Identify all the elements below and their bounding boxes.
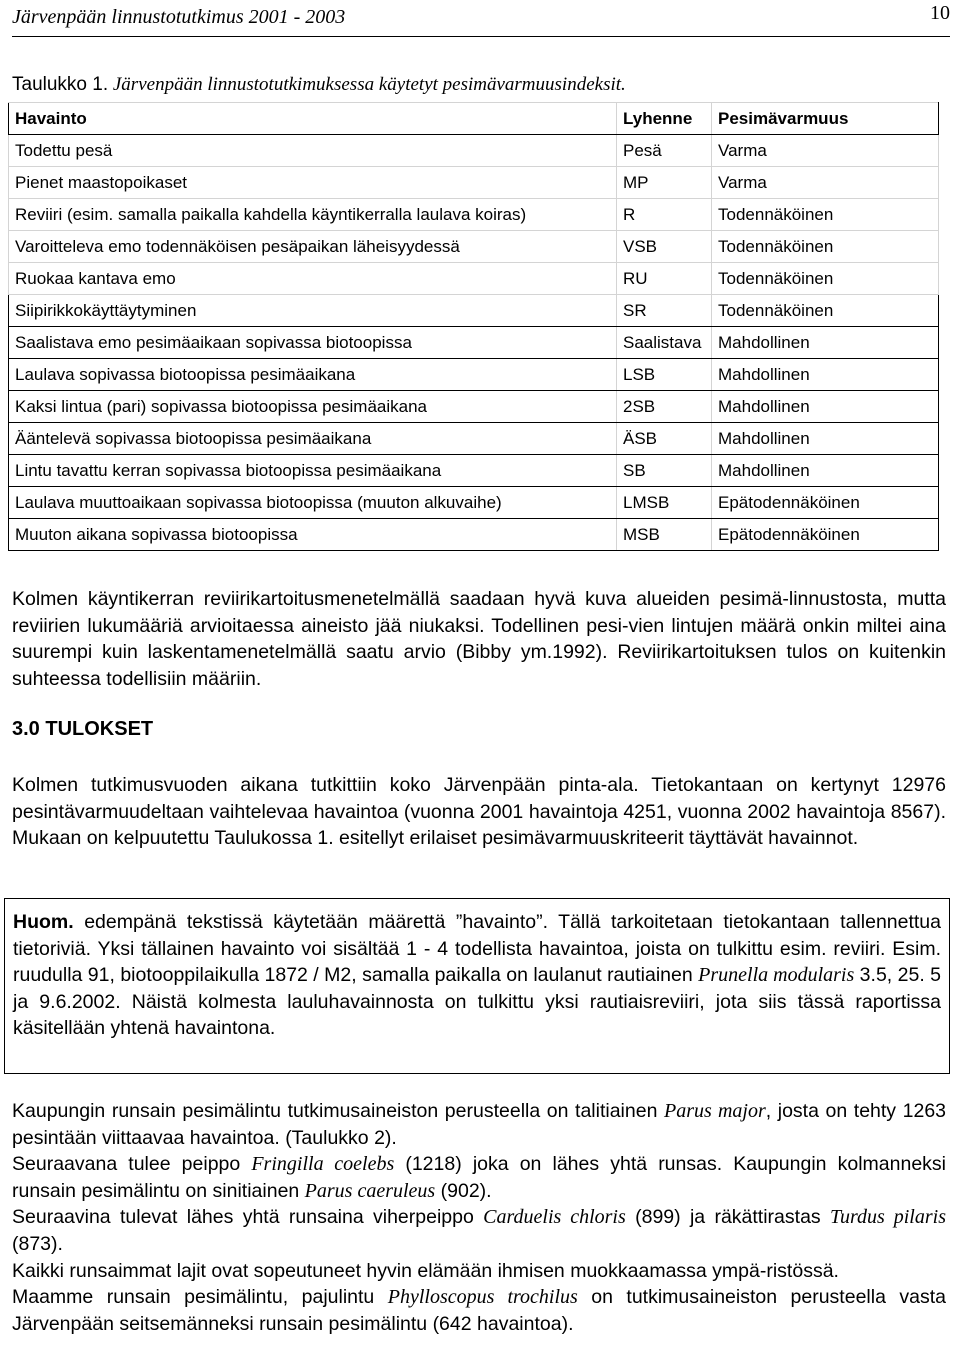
cell-observation: Varoitteleva emo todennäköisen pesäpaikan läheisyydessä: [9, 231, 617, 263]
header-title: Järvenpään linnustotutkimus 2001 - 2003: [12, 6, 346, 28]
note-label: Huom.: [13, 911, 74, 933]
cell-abbreviation: ÄSB: [617, 423, 712, 455]
table-row: [9, 167, 939, 199]
species-name: Turdus pilaris: [830, 1206, 946, 1229]
cell-certainty: Mahdollinen: [712, 359, 939, 391]
table-caption: [12, 74, 626, 96]
species-line-2: [12, 1151, 946, 1204]
cell-observation: Pienet maastopoikaset: [9, 167, 617, 199]
cell-abbreviation: LSB: [617, 359, 712, 391]
cell-certainty: Todennäköinen: [712, 295, 939, 327]
cell-abbreviation: VSB: [617, 231, 712, 263]
text: Seuraavina tulevat lähes yhtä runsaina viherpeippo: [12, 1206, 484, 1229]
species-name: Carduelis chloris: [483, 1206, 626, 1229]
note-text-3: 3.5, 25. 5 ja 9.6.2002. Näistä kolmesta lauluhavainnosta on tulkittu yksi rautiaisreviiri, jota siis tässä raportissa käsitellään yhtenä havaintona.: [13, 964, 941, 1040]
table-header-row: [9, 103, 939, 135]
table-row: [9, 487, 939, 519]
table-row: [9, 135, 939, 167]
cell-certainty: Mahdollinen: [712, 391, 939, 423]
note-quoted: ”havainto: [455, 911, 537, 933]
table-row: [9, 519, 939, 551]
table-row: [9, 295, 939, 327]
cell-observation: Todettu pesä: [9, 135, 617, 167]
cell-observation: Lintu tavattu kerran sopivassa biotoopissa pesimäaikana: [9, 455, 617, 487]
species-name: Parus caeruleus: [304, 1179, 436, 1202]
cell-certainty: Epätodennäköinen: [712, 487, 939, 519]
section-heading: 3.0 TULOKSET: [12, 718, 154, 740]
page-header: [12, 2, 950, 37]
table-row: [9, 263, 939, 295]
cell-abbreviation: SB: [617, 455, 712, 487]
methods-paragraph: Kolmen käyntikerran reviirikartoitusmenetelmällä saadaan hyvä kuva alueiden pesimä-linnustosta, mutta reviirien lukumääriä arvioitaessa aineisto jää niukaksi. Todellinen pesi-vien lintujen määrä onkin miltei aina suurempi kuin laskentamenetelmällä saatu arvio (Bibby ym.1992). Reviirikartoituksen tulos on kuitenkin suhteessa todellisiin määriin.: [12, 588, 946, 690]
table-row: [9, 231, 939, 263]
cell-observation: Ruokaa kantava emo: [9, 263, 617, 295]
cell-certainty: Todennäköinen: [712, 199, 939, 231]
cell-abbreviation: LMSB: [617, 487, 712, 519]
table-row: [9, 391, 939, 423]
species-paragraph: [12, 1098, 946, 1337]
text: (873).: [12, 1232, 63, 1255]
note-text-2: ”. Tällä tarkoitetaan tietokantaan tallennettua tietoriviä. Yksi tällainen havainto voi sisältää 1 - 4 todellista havaintoa, joista on tulkittu esim. reviiri. Esim. ruudulla 91, biotooppilaikulla 1872 / M2, samalla paikalla on laulanut rautiainen: [13, 911, 942, 987]
cell-certainty: Mahdollinen: [712, 423, 939, 455]
cell-observation: Laulava muuttoaikaan sopivassa biotoopissa (muuton alkuvaihe): [9, 487, 617, 519]
text: , josta on tehty 1263 pesintään viittaavaa havaintoa. (Taulukko 2).: [12, 1100, 947, 1149]
text: Maamme runsain pesimälintu, pajulintu: [12, 1286, 388, 1309]
cell-certainty: Mahdollinen: [712, 455, 939, 487]
species-name: Parus major: [664, 1100, 766, 1122]
caption-text: Järvenpään linnustotutkimuksessa käytetyt pesimävarmuusindeksit.: [108, 74, 626, 95]
cell-observation: Laulava sopivassa biotoopissa pesimäaikana: [9, 359, 617, 391]
cell-certainty: Varma: [712, 135, 939, 167]
text: (1218) joka on lähes yhtä runsas. Kaupungin kolmanneksi runsain pesimälintu on sinitiainen: [12, 1153, 946, 1202]
text: (899) ja räkättirastas: [625, 1206, 830, 1229]
cell-observation: Kaksi lintua (pari) sopivassa biotoopissa pesimäaikana: [9, 391, 617, 423]
cell-observation: Ääntelevä sopivassa biotoopissa pesimäaikana: [9, 423, 617, 455]
table-row: [9, 327, 939, 359]
cell-observation: Reviiri (esim. samalla paikalla kahdella käyntikerralla laulava koiras): [9, 199, 617, 231]
table-row: [9, 455, 939, 487]
species-name: Phylloscopus trochilus: [387, 1286, 578, 1309]
cell-abbreviation: MP: [617, 167, 712, 199]
cell-certainty: Todennäköinen: [712, 263, 939, 295]
table-row: [9, 359, 939, 391]
header-pesimavarmuus: Pesimävarmuus: [712, 103, 939, 135]
header-havainto: Havainto: [9, 103, 617, 135]
cell-abbreviation: SR: [617, 295, 712, 327]
cell-observation: Saalistava emo pesimäaikaan sopivassa biotoopissa: [9, 327, 617, 359]
results-paragraph: Kolmen tutkimusvuoden aikana tutkittiin koko Järvenpään pinta-ala. Tietokantaan on kertynyt 12976 pesintävarmuudeltaan vaihtelevaa havaintoa (vuonna 2001 havaintoja 4251, vuonna 2002 havaintoja 8567). Mukaan on kelpuutettu Taulukossa 1. esitellyt erilaiset pesimävarmuuskriteerit täyttävät havainnot.: [12, 774, 946, 850]
cell-certainty: Varma: [712, 167, 939, 199]
cell-abbreviation: Pesä: [617, 135, 712, 167]
species-name: Prunella modularis: [698, 964, 855, 987]
cell-certainty: Epätodennäköinen: [712, 519, 939, 551]
cell-observation: Muuton aikana sopivassa biotoopissa: [9, 519, 617, 551]
note-text-1: edempänä tekstissä käytetään määrettä: [73, 911, 456, 933]
species-line-1: [12, 1098, 946, 1151]
table-row: [9, 199, 939, 231]
cell-certainty: Mahdollinen: [712, 327, 939, 359]
text: Seuraavana tulee peippo: [12, 1153, 252, 1176]
note-box: [4, 898, 950, 1074]
text: Kaupungin runsain pesimälintu tutkimusaineiston perusteella on talitiainen: [12, 1100, 665, 1122]
table-row: [9, 423, 939, 455]
header-lyhenne: Lyhenne: [617, 103, 712, 135]
cell-abbreviation: 2SB: [617, 391, 712, 423]
page-number: 10: [930, 2, 950, 24]
cell-abbreviation: Saalistava: [617, 327, 712, 359]
breeding-index-table: [8, 102, 939, 551]
caption-label: Taulukko 1.: [12, 74, 109, 95]
cell-abbreviation: MSB: [617, 519, 712, 551]
cell-abbreviation: RU: [617, 263, 712, 295]
cell-abbreviation: R: [617, 199, 712, 231]
cell-certainty: Todennäköinen: [712, 231, 939, 263]
species-name: Fringilla coelebs: [251, 1153, 395, 1176]
cell-observation: Siipirikkokäyttäytyminen: [9, 295, 617, 327]
species-line-4: Kaikki runsaimmat lajit ovat sopeutuneet hyvin elämään ihmisen muokkaamassa ympä-ristössä.: [12, 1259, 839, 1282]
text: (902).: [435, 1179, 492, 1202]
text: on tutkimusaineiston perusteella vasta Järvenpään seitsemänneksi runsain pesimälintu (642 havaintoa).: [12, 1286, 946, 1335]
species-line-3: [12, 1204, 946, 1257]
species-line-5: [12, 1284, 946, 1337]
note-paragraph: [13, 909, 941, 1042]
